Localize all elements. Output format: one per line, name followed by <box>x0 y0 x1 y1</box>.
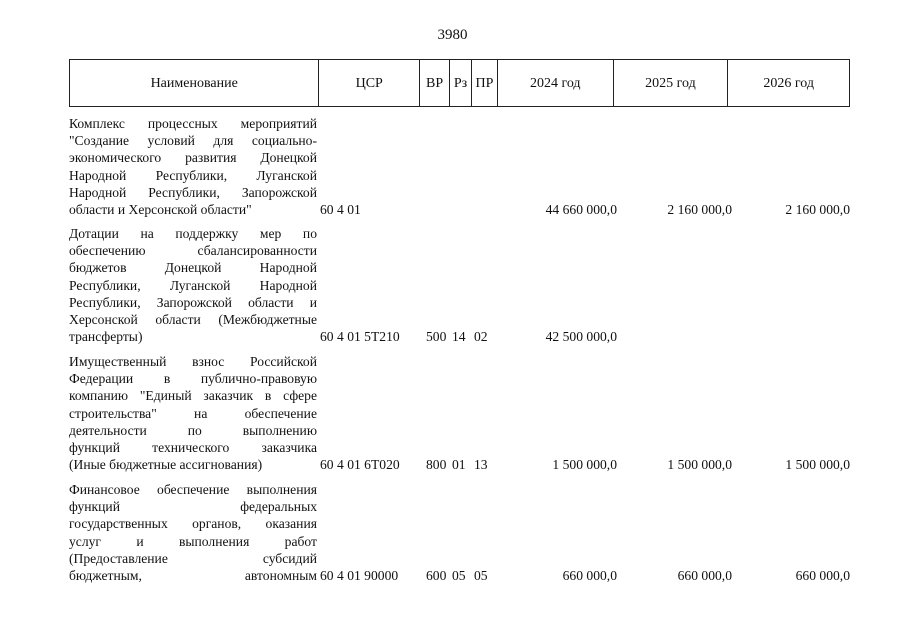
row-rz: 01 <box>452 457 466 472</box>
row-pr: 13 <box>474 457 488 472</box>
name-line: компанию "Единый заказчик в сфере <box>69 388 317 404</box>
name-line: Федерации в публично-правовую <box>69 371 317 387</box>
row-csr: 60 4 01 90000 <box>320 568 399 583</box>
row-2026: 2 160 000,0 <box>785 202 850 217</box>
header-name: Наименование <box>70 60 319 106</box>
row-name <box>69 115 317 218</box>
row-csr: 60 4 01 <box>320 202 361 217</box>
header-vr: ВР <box>420 60 450 106</box>
row-csr: 60 4 01 5Т210 <box>320 329 400 344</box>
name-line: области и Херсонской области" <box>69 202 252 218</box>
name-line: функций технического заказчика <box>69 440 317 456</box>
name-line: Народной Республики, Запорожской <box>69 184 317 200</box>
row-vr: 500 <box>426 329 447 344</box>
row-2024: 1 500 000,0 <box>552 457 617 472</box>
page-number: 3980 <box>437 27 468 43</box>
header-2024: 2024 год <box>498 60 614 106</box>
row-2026: 660 000,0 <box>795 568 850 583</box>
name-line: деятельности по выполнению <box>69 422 317 438</box>
name-line: обеспечению сбалансированности <box>69 243 317 259</box>
row-csr: 60 4 01 6Т020 <box>320 457 400 472</box>
header-csr: ЦСР <box>319 60 420 106</box>
row-2025: 1 500 000,0 <box>667 457 732 472</box>
row-rz: 14 <box>452 329 466 344</box>
row-pr: 05 <box>474 568 488 583</box>
name-line: Народной Республики, Луганской <box>69 167 317 183</box>
name-line: государственных органов, оказания <box>69 516 317 532</box>
name-line: (Иные бюджетные ассигнования) <box>69 457 263 473</box>
name-line: Республики, Луганской Народной <box>69 277 317 293</box>
name-line: функций федеральных <box>69 499 317 515</box>
name-line: Комплекс процессных мероприятий <box>69 116 317 131</box>
row-vr: 800 <box>426 457 447 472</box>
row-2025: 2 160 000,0 <box>667 202 732 217</box>
table-header <box>69 59 850 107</box>
name-line: Имущественный взнос Российской <box>69 354 317 369</box>
name-line: бюджетов Донецкой Народной <box>69 260 317 276</box>
row-name <box>69 225 317 345</box>
name-line: услуг и выполнения работ <box>69 533 317 549</box>
name-line: трансферты) <box>69 329 143 345</box>
header-pr: ПР <box>472 60 498 106</box>
row-name <box>69 353 317 473</box>
row-name <box>69 481 317 584</box>
name-line: экономического развития Донецкой <box>69 150 317 166</box>
row-rz: 05 <box>452 568 466 583</box>
name-line: Херсонской области (Межбюджетные <box>69 312 317 328</box>
row-pr: 02 <box>474 329 488 344</box>
row-2025: 660 000,0 <box>677 568 732 583</box>
name-line: (Предоставление субсидий <box>69 550 317 566</box>
name-line: "Создание условий для социально- <box>69 133 317 149</box>
name-line: бюджетным, автономным <box>69 568 317 584</box>
row-2024: 44 660 000,0 <box>545 202 617 217</box>
row-2026: 1 500 000,0 <box>785 457 850 472</box>
name-line: Финансовое обеспечение выполнения <box>69 482 317 497</box>
name-line: Дотации на поддержку мер по <box>69 226 317 241</box>
header-rz: Рз <box>450 60 472 106</box>
header-2026: 2026 год <box>763 76 814 91</box>
header-2025: 2025 год <box>614 60 729 106</box>
name-line: Республики, Запорожской области и <box>69 294 317 310</box>
row-vr: 600 <box>426 568 447 583</box>
name-line: строительства" на обеспечение <box>69 405 317 421</box>
row-2024: 660 000,0 <box>562 568 617 583</box>
row-2024: 42 500 000,0 <box>545 329 617 344</box>
